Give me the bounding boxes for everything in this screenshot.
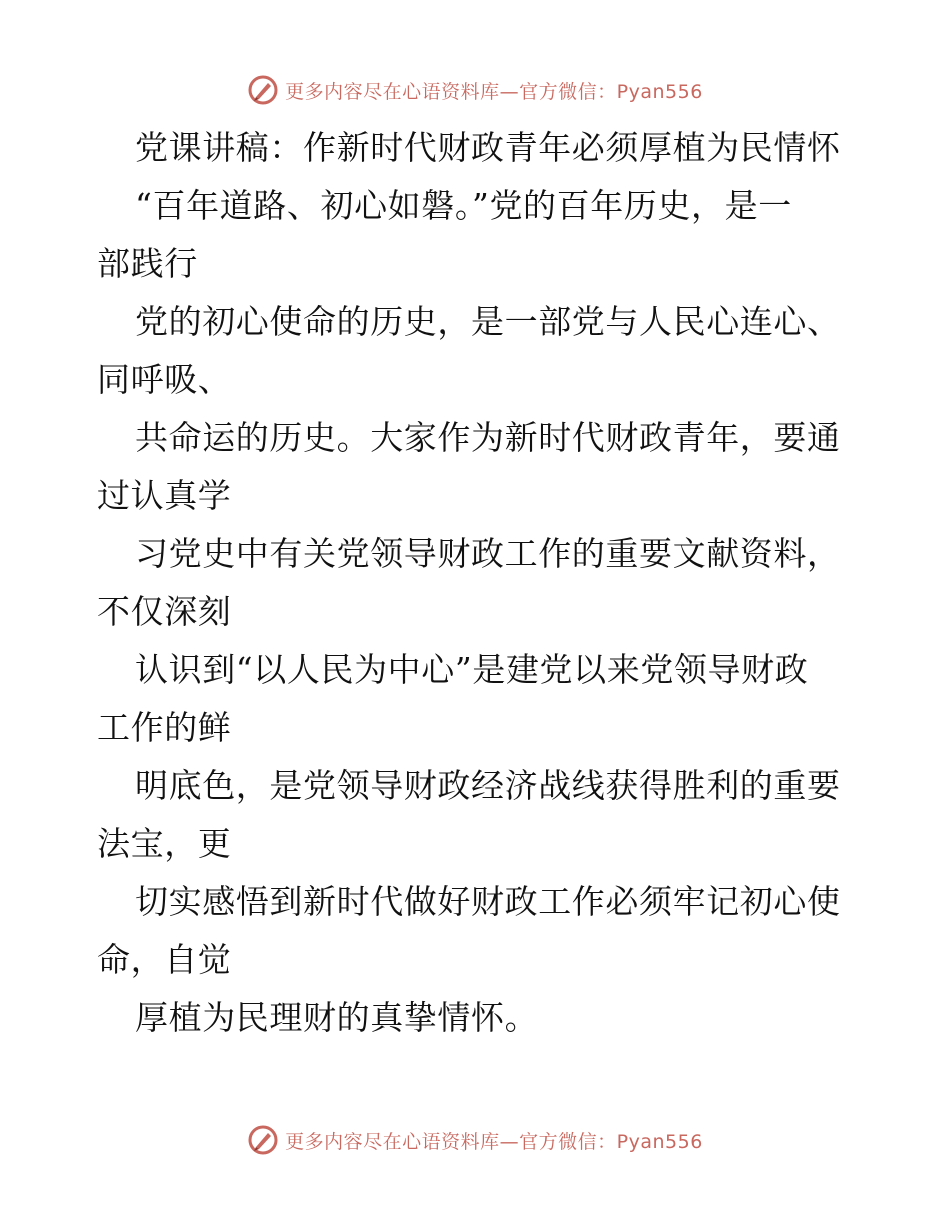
- text-line: 过认真学: [97, 476, 232, 515]
- text-line: 不仅深刻: [97, 592, 232, 631]
- text-line: 切实感悟到新时代做好财政工作必须牢记初心使: [135, 882, 841, 921]
- pen-logo-icon: [247, 74, 279, 106]
- text-line: 明底色，是党领导财政经济战线获得胜利的重要: [135, 766, 841, 805]
- text-line: 习党史中有关党领导财政工作的重要文献资料，: [135, 534, 841, 573]
- footer-watermark: [0, 1120, 950, 1160]
- text-line: 共命运的历史。大家作为新时代财政青年，要通: [135, 418, 841, 457]
- text-line: 同呼吸、: [97, 360, 232, 399]
- document-title: 党课讲稿：作新时代财政青年必须厚植为民情怀: [135, 128, 841, 167]
- header-watermark-text: 更多内容尽在心语资料库—官方微信：Pyan556: [285, 80, 703, 103]
- pen-logo-icon: [247, 1124, 279, 1156]
- text-line: 厚植为民理财的真挚情怀。: [135, 998, 539, 1037]
- header-watermark: [0, 70, 950, 110]
- text-line: 法宝，更: [97, 824, 232, 863]
- text-line: 认识到“以人民为中心”是建党以来党领导财政: [135, 650, 809, 689]
- text-line: 命，自觉: [97, 940, 232, 979]
- text-line: 工作的鲜: [97, 708, 232, 747]
- footer-watermark-text: 更多内容尽在心语资料库—官方微信：Pyan556: [285, 1130, 703, 1153]
- text-line: “百年道路、初心如磐。”党的百年历史，是一: [135, 186, 792, 225]
- text-line: 党的初心使命的历史，是一部党与人民心连心、: [135, 302, 841, 341]
- text-line: 部践行: [97, 244, 198, 283]
